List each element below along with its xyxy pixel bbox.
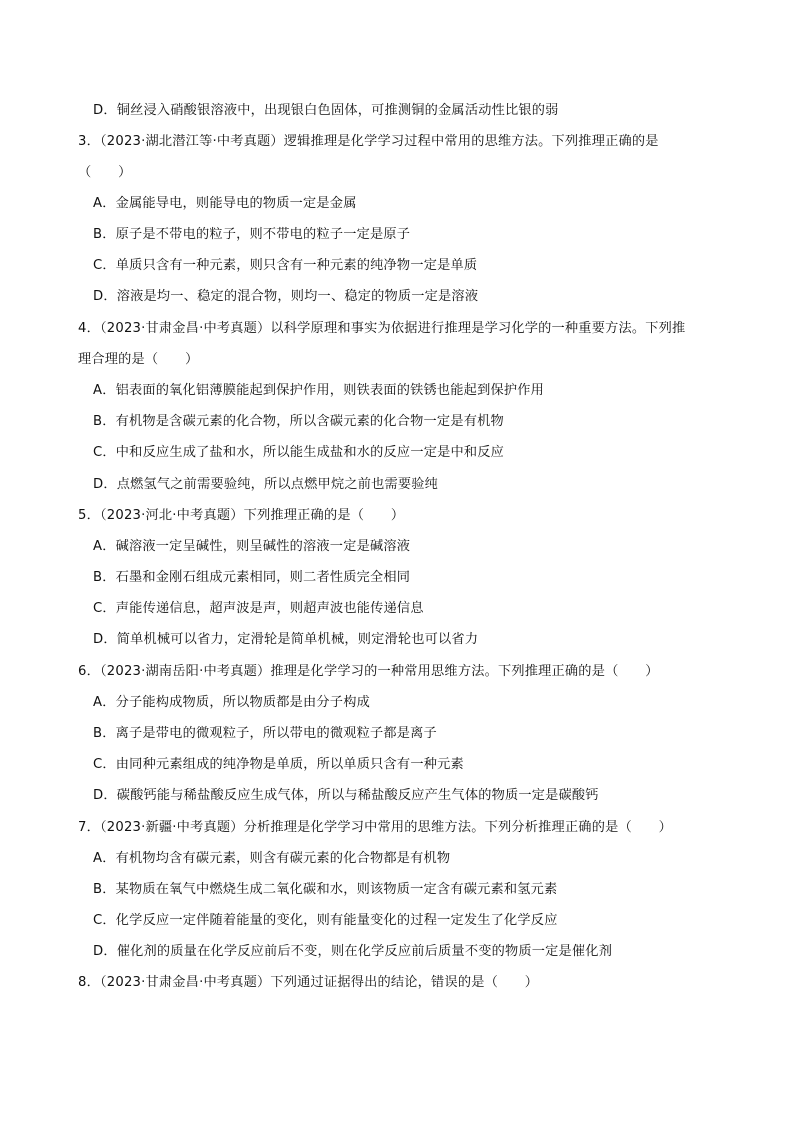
option-line: D．简单机械可以省力，定滑轮是简单机械，则定滑轮也可以省力 <box>93 632 479 647</box>
option-line: D．溶液是均一、稳定的混合物，则均一、稳定的物质一定是溶液 <box>93 289 479 304</box>
question-line: 4．（2023·甘肃金昌·中考真题）以科学原理和事实为依据进行推理是学习化学的一种重要方法。下列推 <box>78 321 686 336</box>
option-line: A．金属能导电，则能导电的物质一定是金属 <box>93 196 357 211</box>
question-line: 7．（2023·新疆·中考真题）分析推理是化学学习中常用的思维方法。下列分析推理正确的是（ ） <box>78 820 673 835</box>
option-line: C．单质只含有一种元素，则只含有一种元素的纯净物一定是单质 <box>93 258 478 273</box>
option-line: D．铜丝浸入硝酸银溶液中，出现银白色固体，可推测铜的金属活动性比银的弱 <box>93 103 559 118</box>
option-line: B．石墨和金刚石组成元素相同，则二者性质完全相同 <box>93 570 411 585</box>
option-line: A．有机物均含有碳元素，则含有碳元素的化合物都是有机物 <box>93 851 451 866</box>
option-line: B．有机物是含碳元素的化合物，所以含碳元素的化合物一定是有机物 <box>93 414 504 429</box>
option-line: B．离子是带电的微观粒子，所以带电的微观粒子都是离子 <box>93 726 437 741</box>
question-continuation: 理合理的是（ ） <box>78 352 199 367</box>
option-line: A．分子能构成物质，所以物质都是由分子构成 <box>93 695 370 710</box>
question-line: 6．（2023·湖南岳阳·中考真题）推理是化学学习的一种常用思维方法。下列推理正确的是（ ） <box>78 664 659 679</box>
option-line: A．碱溶液一定呈碱性，则呈碱性的溶液一定是碱溶液 <box>93 539 411 554</box>
option-line: C．中和反应生成了盐和水，所以能生成盐和水的反应一定是中和反应 <box>93 445 505 460</box>
option-line: C．化学反应一定伴随着能量的变化，则有能量变化的过程一定发生了化学反应 <box>93 913 558 928</box>
question-line: 3．（2023·湖北潜江等·中考真题）逻辑推理是化学学习过程中常用的思维方法。下列推理正确的是 <box>78 134 659 149</box>
option-line: C．声能传递信息，超声波是声，则超声波也能传递信息 <box>93 601 424 616</box>
option-line: A．铝表面的氧化铝薄膜能起到保护作用，则铁表面的铁锈也能起到保护作用 <box>93 383 545 398</box>
option-line: B．某物质在氧气中燃烧生成二氧化碳和水，则该物质一定含有碳元素和氢元素 <box>93 882 558 897</box>
question-line: 5．（2023·河北·中考真题）下列推理正确的是（ ） <box>78 508 405 523</box>
option-line: B．原子是不带电的粒子，则不带电的粒子一定是原子 <box>93 227 411 242</box>
question-line: 8．（2023·甘肃金昌·中考真题）下列通过证据得出的结论，错误的是（ ） <box>78 975 539 990</box>
option-line: C．由同种元素组成的纯净物是单质，所以单质只含有一种元素 <box>93 757 464 772</box>
option-line: D．催化剂的质量在化学反应前后不变，则在化学反应前后质量不变的物质一定是催化剂 <box>93 944 613 959</box>
question-continuation: （ ） <box>78 165 132 180</box>
option-line: D．碳酸钙能与稀盐酸反应生成气体，所以与稀盐酸反应产生气体的物质一定是碳酸钙 <box>93 788 599 803</box>
option-line: D．点燃氢气之前需要验纯，所以点燃甲烷之前也需要验纯 <box>93 477 439 492</box>
